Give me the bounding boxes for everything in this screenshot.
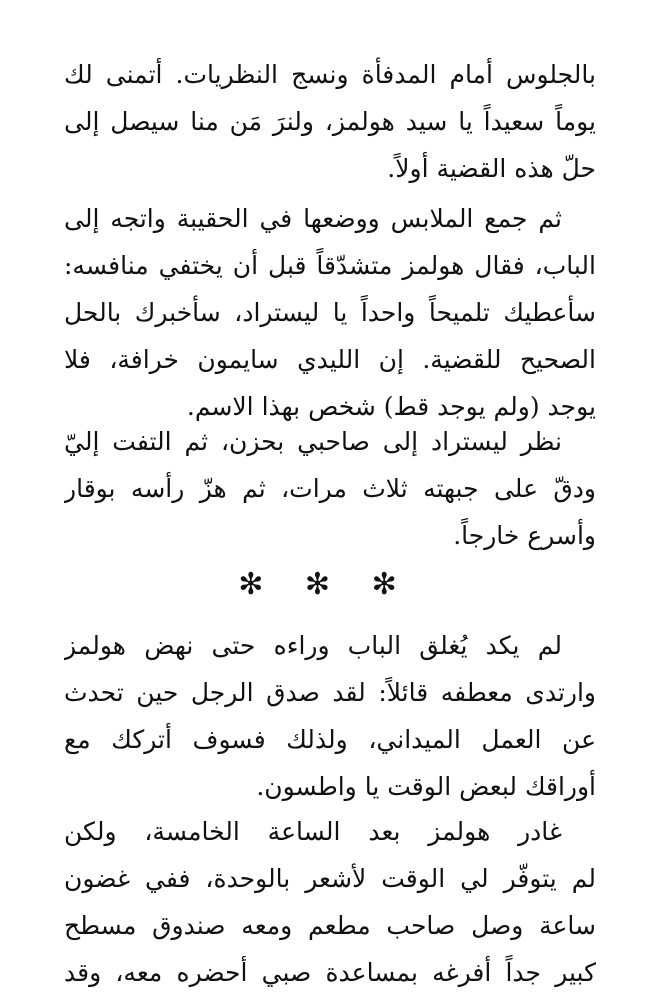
text-line: لم يكد يُغلق الباب وراءه حتى نهض هولمز [64,631,562,660]
text-line: عن العمل الميداني، ولذلك فسوف أتركك مع [64,725,596,754]
text-line: أوراقك لبعض الوقت يا واطسون. [256,772,596,801]
text-line: حلّ هذه القضية أولاً. [387,154,596,183]
text-line: لم يتوفّر لي الوقت لأشعر بالوحدة، ففي غضون [64,864,596,893]
section-separator: ✻ ✻ ✻ [238,567,413,602]
text-line: غادر هولمز بعد الساعة الخامسة، ولكن [64,817,562,846]
text-line: يوجد (ولم يوجد قط) شخص بهذا الاسم. [186,392,596,421]
text-line: وارتدى معطفه قائلاً: لقد صدق الرجل حين تحدث [64,678,596,707]
text-line: ساعة وصل صاحب مطعم ومعه صندوق مسطح [64,911,596,940]
paragraph-3 [64,418,596,559]
text-line: ودقّ على جبهته ثلاث مرات، ثم هزّ رأسه بوقار [64,474,596,503]
text-line: الباب، فقال هولمز متشدّقاً قبل أن يختفي منافسه: [64,251,596,280]
text-line: نظر ليستراد إلى صاحبي بحزن، ثم التفت إليّ [64,427,562,456]
paragraph-5 [64,808,596,996]
text-line: وأسرع خارجاً. [453,521,596,550]
text-line: كبير جداً أفرغه بمساعدة صبي أحضره معه، وقد [64,958,596,987]
text-line: بالجلوس أمام المدفأة ونسج النظريات. أتمنى لك [64,60,596,89]
paragraph-4 [64,622,596,810]
text-line: الصحيح للقضية. إن الليدي سايمون خرافة، فلا [64,345,596,374]
text-line: ثم جمع الملابس ووضعها في الحقيبة واتجه إلى [64,204,562,233]
text-line: سأعطيك تلميحاً واحداً يا ليستراد، سأخبرك بالحل [64,298,596,327]
paragraph-2 [64,195,596,430]
paragraph-1 [64,51,596,192]
text-line: يوماً سعيداً يا سيد هولمز، ولنرَ مَن منا سيصل إلى [64,107,596,136]
